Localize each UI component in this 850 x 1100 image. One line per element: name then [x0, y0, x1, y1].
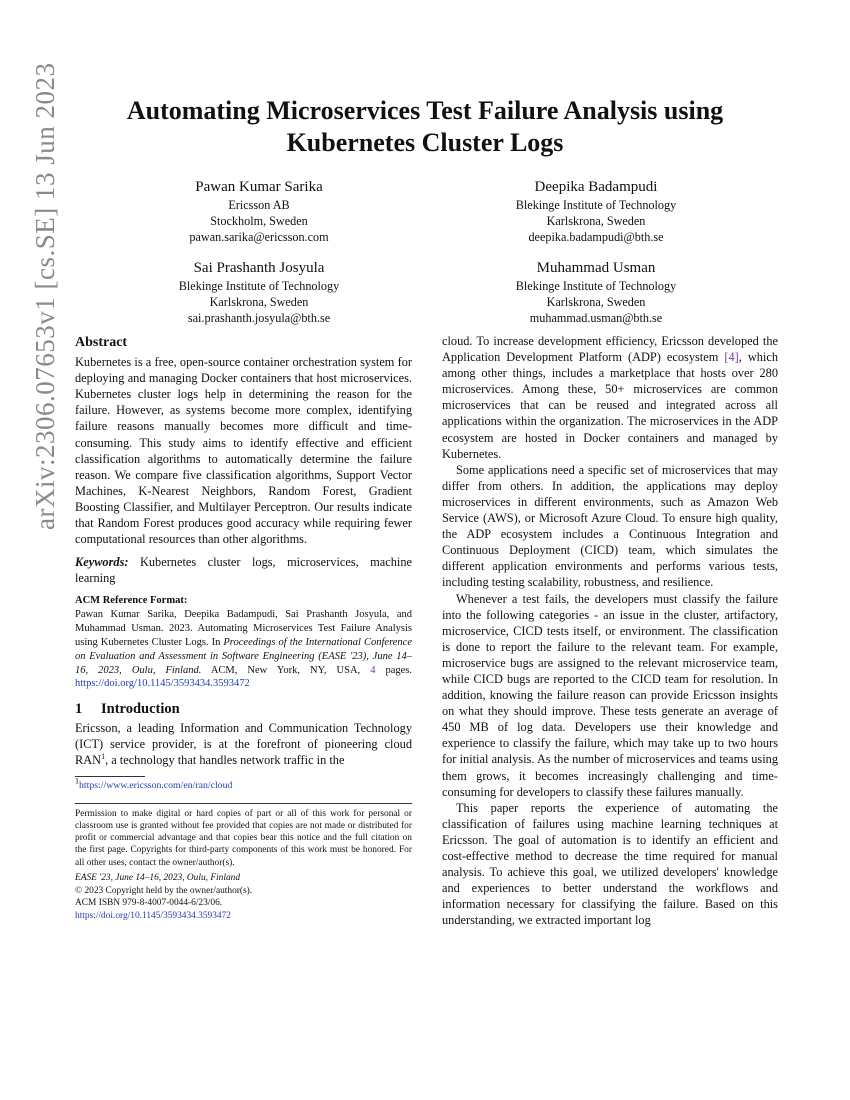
intro-text-1: Ericsson, a leading Information and Communication Technology (ICT) service provider, is at the forefront of pioneering cloud RAN — [75, 721, 412, 768]
footnote-mark: 1 — [75, 776, 79, 786]
author-location: Karlskrona, Sweden — [546, 214, 646, 228]
keywords — [75, 554, 412, 586]
acm-reference-heading: ACM Reference Format: — [75, 595, 188, 607]
title-line-1: Automating Microservices Test Failure Analysis using — [126, 96, 724, 125]
author-email: muhammad.usman@bth.se — [529, 311, 663, 325]
author-email: sai.prashanth.josyula@bth.se — [187, 311, 331, 325]
author-name: Muhammad Usman — [536, 260, 656, 276]
acm-doi-link[interactable]: https://doi.org/10.1145/3593434.3593472 — [75, 678, 250, 690]
conference-line: EASE '23, June 14–16, 2023, Oulu, Finland — [75, 873, 241, 884]
footnote — [75, 776, 412, 792]
author-name: Sai Prashanth Josyula — [193, 260, 325, 276]
author-name: Pawan Kumar Sarika — [195, 179, 323, 195]
author-block-3 — [109, 258, 409, 326]
author-email: pawan.sarika@ericsson.com — [189, 230, 329, 244]
acm-text-1: Pawan Kumar Sarika, Deepika Badampudi, Sai Prashanth Josyula, and Muhammad Usman. 2023. Automating Microservices Test Failure Analysis using Kubernetes Cluster Logs. In — [75, 609, 412, 648]
acm-proceedings: Proceedings of the International Conference on Evaluation and Assessment in Software Engineering (EASE '23), June 14–16, 2023, Oulu, Finland. — [75, 637, 412, 676]
intro-title: Introduction — [101, 701, 180, 718]
acm-reference — [75, 608, 412, 691]
permission-divider — [75, 803, 412, 804]
author-org: Ericsson AB — [228, 198, 290, 212]
author-location: Karlskrona, Sweden — [209, 295, 309, 309]
author-location: Karlskrona, Sweden — [546, 295, 646, 309]
author-block-2 — [446, 177, 746, 245]
author-org: Blekinge Institute of Technology — [515, 279, 677, 293]
paper-title — [70, 95, 780, 159]
right-paragraph-2: Some applications need a specific set of microservices that may differ from others. In addition, the applications may deploy microservices in different environments, such as Amazon Web Service (AWS), or Microsoft Azure Cloud. To ensure high quality, the ADP ecosystem includes a Continuous Integration and Continuous Deployment (CICD) team, which simulates the different application environments and performs various tests, including testing scalability, robustness, and resilience. — [442, 462, 778, 590]
doi-link[interactable]: https://doi.org/10.1145/3593434.3593472 — [75, 910, 231, 921]
author-name: Deepika Badampudi — [534, 179, 658, 195]
right-paragraph-3: Whenever a test fails, the developers must classify the failure into the following categories - an issue in the cluster, artifactory, microservice, CICD tests itself, or environment. The classification is done to report the failure to the relevant team. For example, microservice bugs are assigned to the relevant microservice team, while CICD bugs are reported to the CICD team for resolution. In addition, knowing the failure reason can provide Ericsson insights on what they should improve. These tests generate an average of 450 MB of log data. Developers use their knowledge and experience to classify the failure, which may take up to two hours for initial analysis. As the number of microservices and teams using them grows, it becomes increasingly challenging and time-consuming for developers to classify these failures manually. — [442, 591, 778, 799]
footnote-url[interactable]: https://www.ericsson.com/en/ran/cloud — [79, 779, 233, 791]
acm-pages-link[interactable]: 4 — [370, 664, 376, 676]
author-block-4 — [446, 258, 746, 326]
author-block-1 — [109, 177, 409, 245]
author-location: Stockholm, Sweden — [210, 214, 308, 228]
right-p1-text-a: cloud. To increase development efficiency, Ericsson developed the Application Development Platform (ADP) ecosystem — [442, 334, 778, 365]
intro-text — [75, 720, 412, 768]
right-p1-text-b: , which among other things, includes a marketplace that hosts over 280 microservices. Among these, 50+ microservices are common microservices that can be reused and integrated across all applications within the organization. The microservices in the ADP ecosystem are hosted in Docker containers and managed by Kubernetes. — [442, 350, 778, 461]
intro-number: 1 — [75, 701, 83, 718]
keywords-label: Keywords: — [75, 555, 129, 570]
right-paragraph-1 — [442, 333, 778, 462]
isbn-line: ACM ISBN 979-8-4007-0044-6/23/06. — [75, 898, 223, 909]
right-column — [442, 333, 778, 928]
arxiv-id: arXiv:2306.07653v1 [cs.SE] 13 Jun 2023 — [30, 62, 60, 530]
copyright-line: © 2023 Copyright held by the owner/author(s). — [75, 885, 253, 896]
author-org: Blekinge Institute of Technology — [178, 279, 340, 293]
footnote-divider — [75, 776, 145, 777]
acm-text-2: ACM, New York, NY, USA, — [201, 664, 371, 676]
author-email: deepika.badampudi@bth.se — [528, 230, 664, 244]
keywords-text: Kubernetes cluster logs, microservices, machine learning — [75, 555, 412, 586]
abstract-text: Kubernetes is a free, open-source container orchestration system for deploying and managing Docker containers that host microservices. Kubernetes cluster logs help in determining the reason for the failure. However, as systems become more complex, identifying failure reasons manually becomes more difficult and time-consuming. This study aims to identify effective and efficient classification algorithms to automatically determine the failure reason. We compare five classification algorithms, Support Vector Machines, K-Nearest Neighbors, Random Forest, Gradient Boosting Classifier, and Multilayer Perceptron. Our results indicate that Random Forest produces good accuracy while requiring fewer computational resources than other algorithms. — [75, 355, 412, 547]
acm-text-3: pages. — [375, 664, 413, 676]
permission-notice: Permission to make digital or hard copies of part or all of this work for personal or classroom use is granted without fee provided that copies are not made or distributed for profit or commercial advantage and that copies bear this notice and the full citation on the first page. Copyrights for third-party components of this work must be honored. For all other uses, contact the owner/author(s). — [75, 808, 412, 868]
intro-heading — [75, 701, 412, 717]
left-column — [75, 335, 412, 922]
arxiv-stamp — [10, 62, 60, 760]
abstract-heading: Abstract — [75, 335, 128, 350]
right-paragraph-4: This paper reports the experience of automating the classification of failures using machine learning techniques at Ericsson. The goal of automation is to identify an efficient and cost-effective method to decrease the time required for manual analysis. To achieve this goal, we utilized developers' knowledge and experiences to better understand the workflows and information necessary for classifying the failure. Based on this understanding, we extracted important log — [442, 800, 778, 928]
intro-text-2: , a technology that handles network traffic in the — [105, 753, 345, 768]
footnote-ref[interactable]: 1 — [101, 752, 106, 762]
citation-link[interactable]: [4] — [724, 350, 739, 365]
author-org: Blekinge Institute of Technology — [515, 198, 677, 212]
title-line-2: Kubernetes Cluster Logs — [286, 128, 564, 157]
